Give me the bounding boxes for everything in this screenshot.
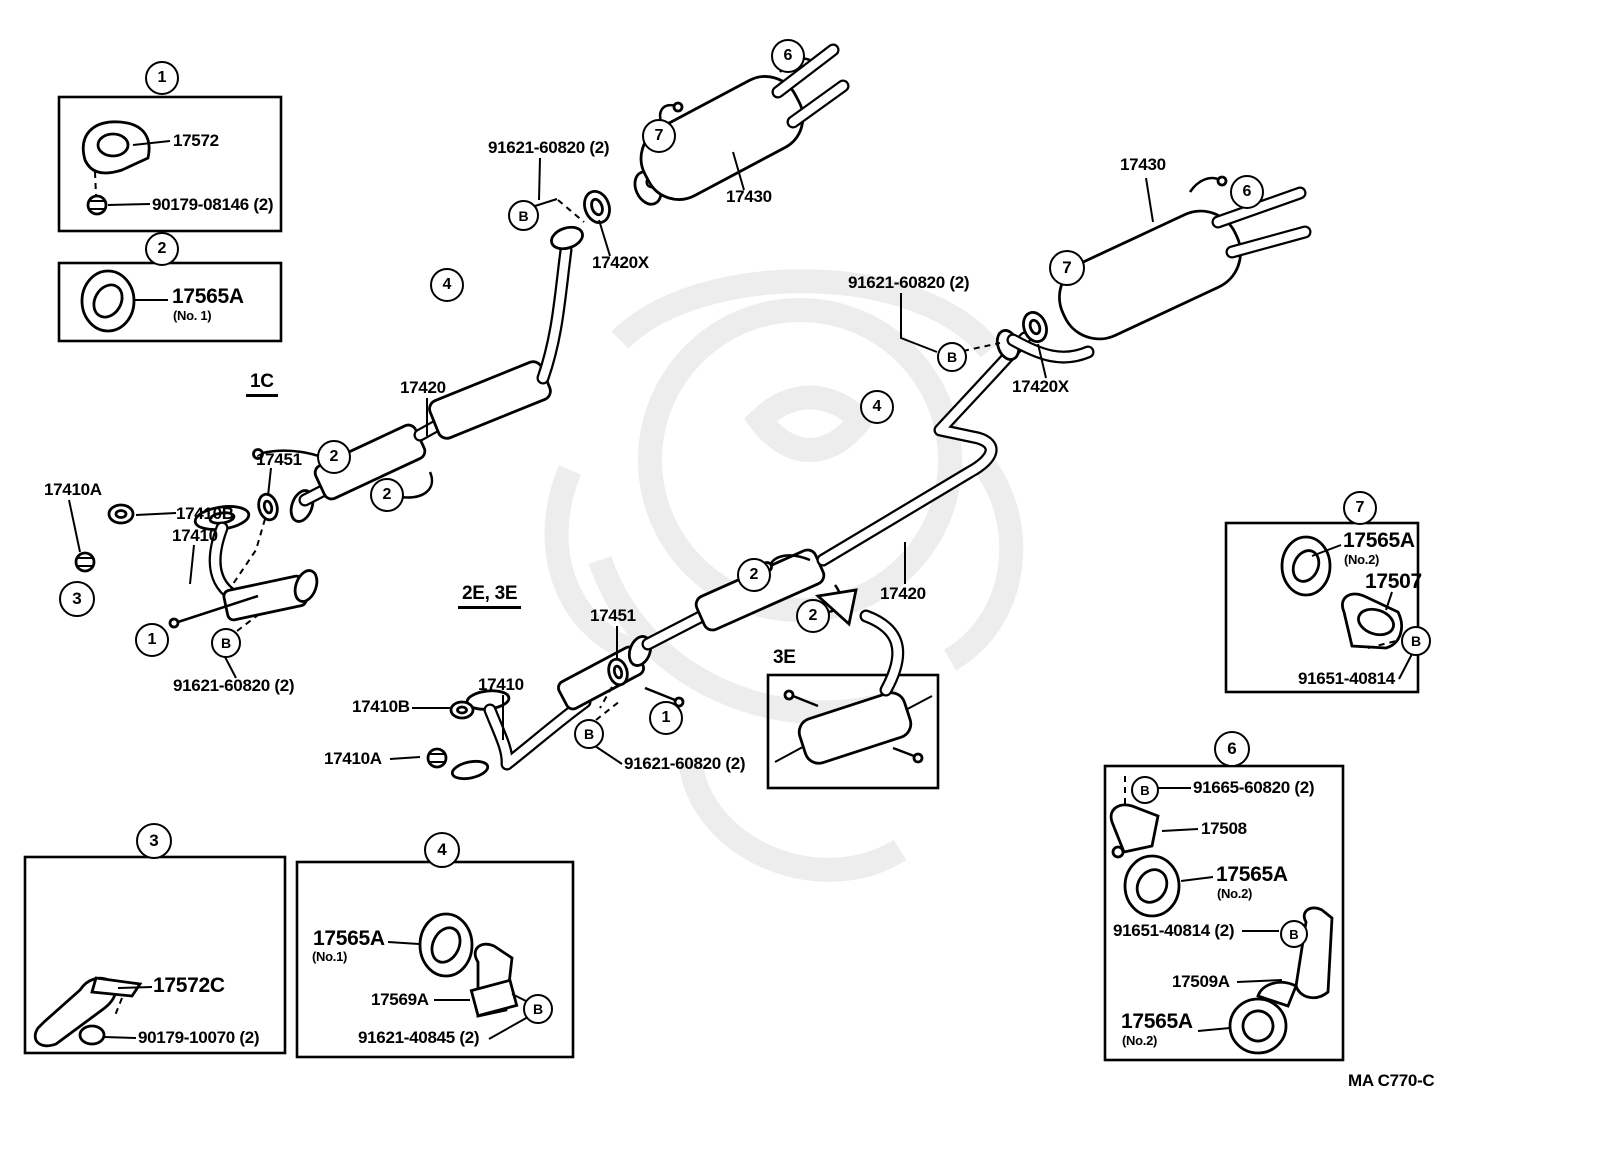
part-label-91621-60820: 91621-60820 (2) (173, 676, 295, 695)
drawing-code: MA C770-C (1348, 1071, 1435, 1090)
callout-6: 6 (1230, 175, 1264, 209)
callout-4: 4 (430, 268, 464, 302)
part-label-17565a: 17565A (313, 927, 385, 950)
callout-1: 1 (649, 701, 683, 735)
part-label-17451: 17451 (590, 606, 636, 625)
callout-b: B (1401, 626, 1431, 656)
part-label-17507: 17507 (1365, 570, 1422, 593)
part-label-17509a: 17509A (1172, 972, 1230, 991)
part-label-91621-40845: 91621-40845 (2) (358, 1028, 480, 1047)
part-label-no2: (No.2) (1217, 886, 1253, 901)
engine-code-1c: 1C (246, 372, 278, 397)
part-label-17572c: 17572C (153, 974, 225, 997)
part-label-17572: 17572 (173, 131, 219, 150)
part-label-91651-40814-2: 91651-40814 (2) (1113, 921, 1235, 940)
callout-7: 7 (1049, 250, 1085, 286)
box3-art (35, 978, 152, 1046)
part-label-no2: (No.2) (1344, 552, 1380, 567)
callout-1: 1 (145, 61, 179, 95)
callout-b: B (937, 342, 967, 372)
part-label-90179-10070: 90179-10070 (2) (138, 1028, 260, 1047)
callout-1: 1 (135, 623, 169, 657)
part-label-17410: 17410 (172, 526, 218, 545)
callout-7: 7 (642, 119, 676, 153)
part-label-17430: 17430 (726, 187, 772, 206)
part-label-91651-40814: 91651-40814 (1298, 669, 1395, 688)
callout-3: 3 (59, 581, 95, 617)
part-label-91621-60820: 91621-60820 (2) (848, 273, 970, 292)
callout-2: 2 (317, 440, 351, 474)
callout-b: B (508, 200, 539, 231)
part-label-no1: (No.1) (312, 949, 348, 964)
part-label-90179-08146: 90179-08146 (2) (152, 195, 274, 214)
callout-b: B (574, 719, 604, 749)
part-label-17410b: 17410B (176, 504, 234, 523)
callout-2: 2 (145, 232, 179, 266)
part-label-no2: (No.2) (1122, 1033, 1158, 1048)
part-label-17420: 17420 (400, 378, 446, 397)
box4-art (388, 914, 528, 1039)
part-label-91621-60820: 91621-60820 (2) (488, 138, 610, 157)
box2-art (82, 271, 168, 331)
callout-b: B (523, 994, 553, 1024)
callout-2: 2 (370, 478, 404, 512)
part-label-17420: 17420 (880, 584, 926, 603)
callout-b: B (211, 628, 241, 658)
callout-2: 2 (796, 599, 830, 633)
part-label-17565a: 17565A (1121, 1010, 1193, 1033)
callout-6: 6 (1214, 731, 1250, 767)
callout-b: B (1131, 776, 1159, 804)
part-label-17565a: 17565A (1343, 529, 1415, 552)
callout-2: 2 (737, 558, 771, 592)
callout-4: 4 (860, 390, 894, 424)
callout-4: 4 (424, 832, 460, 868)
part-label-17451: 17451 (256, 450, 302, 469)
callout-b: B (1280, 920, 1308, 948)
callout-6: 6 (771, 39, 805, 73)
part-label-17508: 17508 (1201, 819, 1247, 838)
part-label-17410b: 17410B (352, 697, 410, 716)
part-label-17569a: 17569A (371, 990, 429, 1009)
part-label-17565a: 17565A (172, 285, 244, 308)
callout-3: 3 (136, 823, 172, 859)
part-label-17420x: 17420X (1012, 377, 1069, 396)
engine-code-3e: 3E (773, 647, 796, 668)
part-label-17410: 17410 (478, 675, 524, 694)
part-label-17430: 17430 (1120, 155, 1166, 174)
engine-code-2e-3e: 2E, 3E (458, 584, 521, 609)
part-label-91665-60820: 91665-60820 (2) (1193, 778, 1315, 797)
part-label-17565a: 17565A (1216, 863, 1288, 886)
callout-7: 7 (1343, 491, 1377, 525)
part-label-17410a: 17410A (44, 480, 102, 499)
part-label-no1: (No. 1) (173, 308, 212, 323)
part-label-17410a: 17410A (324, 749, 382, 768)
part-label-91621-60820: 91621-60820 (2) (624, 754, 746, 773)
part-label-17420x: 17420X (592, 253, 649, 272)
